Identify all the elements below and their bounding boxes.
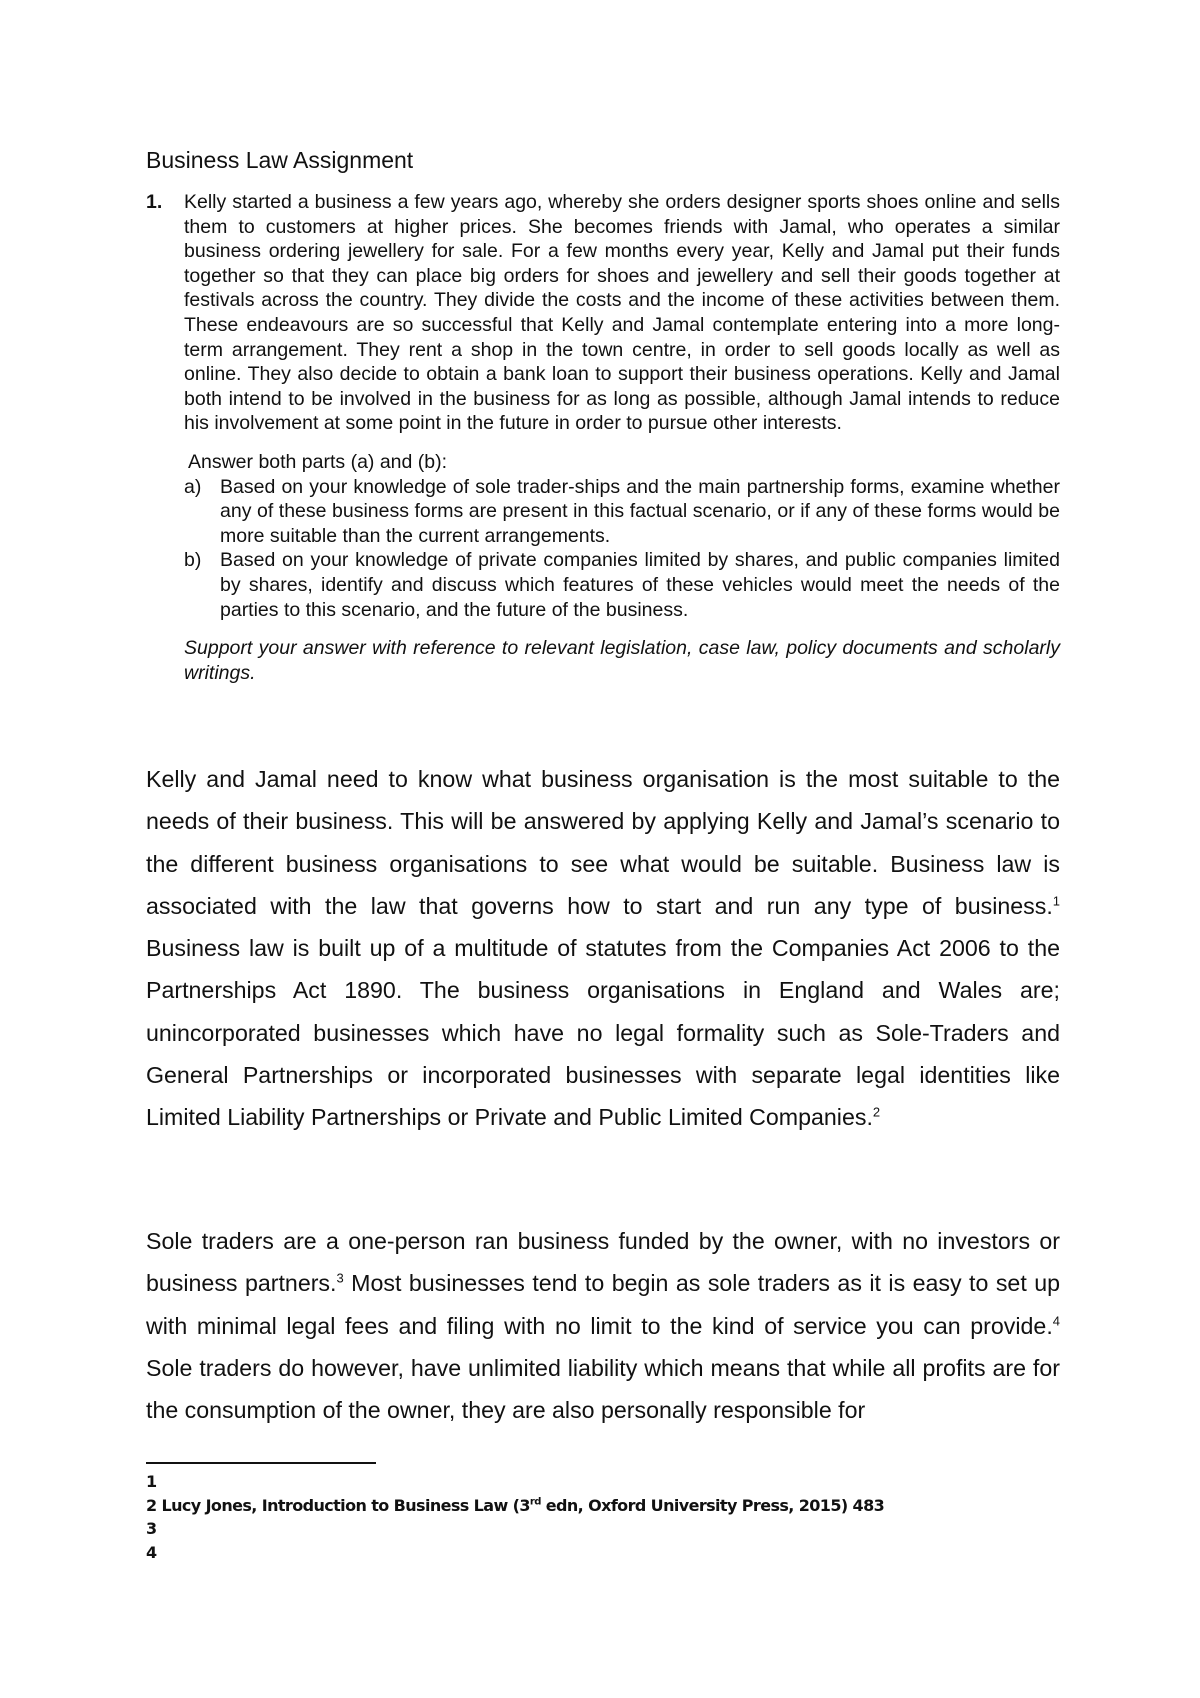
assignment-question: [146, 190, 1060, 685]
footnote-2-superscript: rd: [529, 1496, 541, 1508]
paragraph-2-text-c: Sole traders do however, have unlimited liability which means that while all profits are for the consumption of the owner, they are also personally responsible for: [146, 1354, 1060, 1424]
question-number: 1.: [146, 191, 163, 213]
footnotes: [146, 1470, 1046, 1564]
paragraph-1-text-b: Business law is built up of a multitude of statutes from the Companies Act 2006 to the Partnerships Act 1890. The business organisations in England and Wales are; unincorporated businesses which have no legal formality such as Sole-Traders and General Partnerships or incorporated businesses with separate legal identities like Limited Liability Partnerships or Private and Public Limited Companies.: [146, 935, 1060, 1131]
paragraph-2-text-a: Sole traders are a one-person ran business funded by the owner, with no investors or business partners.: [146, 1228, 1060, 1297]
footnote-ref-3[interactable]: 3: [336, 1270, 344, 1286]
footnote-ref-4[interactable]: 4: [1052, 1312, 1060, 1328]
footnote-separator: [146, 1462, 376, 1464]
part-a-marker: a): [184, 475, 202, 498]
part-a-text: Based on your knowledge of sole trader-ships and the main partnership forms, examine whether any of these business forms are present in this factual scenario, or if any of these forms would be more suitable than the current arrangements.: [220, 475, 1060, 547]
footnote-4: 4: [146, 1542, 157, 1562]
question-parts: [184, 475, 1060, 623]
essay-paragraph-1: [146, 758, 1060, 1139]
paragraph-1-text-a: Kelly and Jamal need to know what business organisation is the most suitable to the needs of their business. This will be answered by applying Kelly and Jamal’s scenario to the different business organisations to see what would be suitable. Business law is associated with the law that governs how to start and run any type of business.: [146, 766, 1060, 919]
footnote-ref-2[interactable]: 2: [872, 1104, 881, 1120]
paragraph-2-text-b: Most businesses tend to begin as sole traders as it is easy to set up with minimal legal fees and filing with no limit to the kind of service you can provide.: [146, 1270, 1061, 1339]
footnote-2-text-end: edn, Oxford University Press, 2015) 483: [540, 1495, 885, 1515]
part-b-marker: b): [184, 549, 202, 572]
footnote-2-text: 2 Lucy Jones, Introduction to Business Law (3: [146, 1495, 530, 1515]
answer-instruction: Answer both parts (a) and (b):: [188, 450, 448, 473]
footnote-3: 3: [146, 1519, 157, 1538]
support-instruction: Support your answer with reference to relevant legislation, case law, policy documents and scholarly writings.: [184, 637, 1060, 684]
essay-paragraph-2: [146, 1220, 1060, 1431]
question-part-a: [184, 475, 1060, 549]
part-b-text: Based on your knowledge of private companies limited by shares, and public companies limited by shares, identify and discuss which features of these vehicles would meet the needs of the parties to this scenario, and the future of the business.: [220, 549, 1060, 621]
footnote-1: 1: [146, 1472, 157, 1491]
document-title: Business Law Assignment: [146, 147, 414, 173]
question-scenario: Kelly started a business a few years ago, whereby she orders designer sports shoes online and sells them to customers at higher prices. She becomes friends with Jamal, who operates a similar business ordering jewellery for sale. For a few months every year, Kelly and Jamal put their funds together so that they can place big orders for shoes and jewellery and sell their goods together at festivals across the country. They divide the costs and the income of these activities between them. These endeavours are so successful that Kelly and Jamal contemplate entering into a more long-term arrangement. They rent a shop in the town centre, in order to sell goods locally as well as online. They also decide to obtain a bank loan to support their business operations. Kelly and Jamal both intend to be involved in the business for as long as possible, although Jamal intends to reduce his involvement at some point in the future in order to pursue other interests.: [184, 191, 1060, 435]
footnote-2: [146, 1494, 1046, 1518]
footnote-ref-1[interactable]: 1: [1052, 893, 1060, 909]
question-part-b: [184, 548, 1060, 622]
